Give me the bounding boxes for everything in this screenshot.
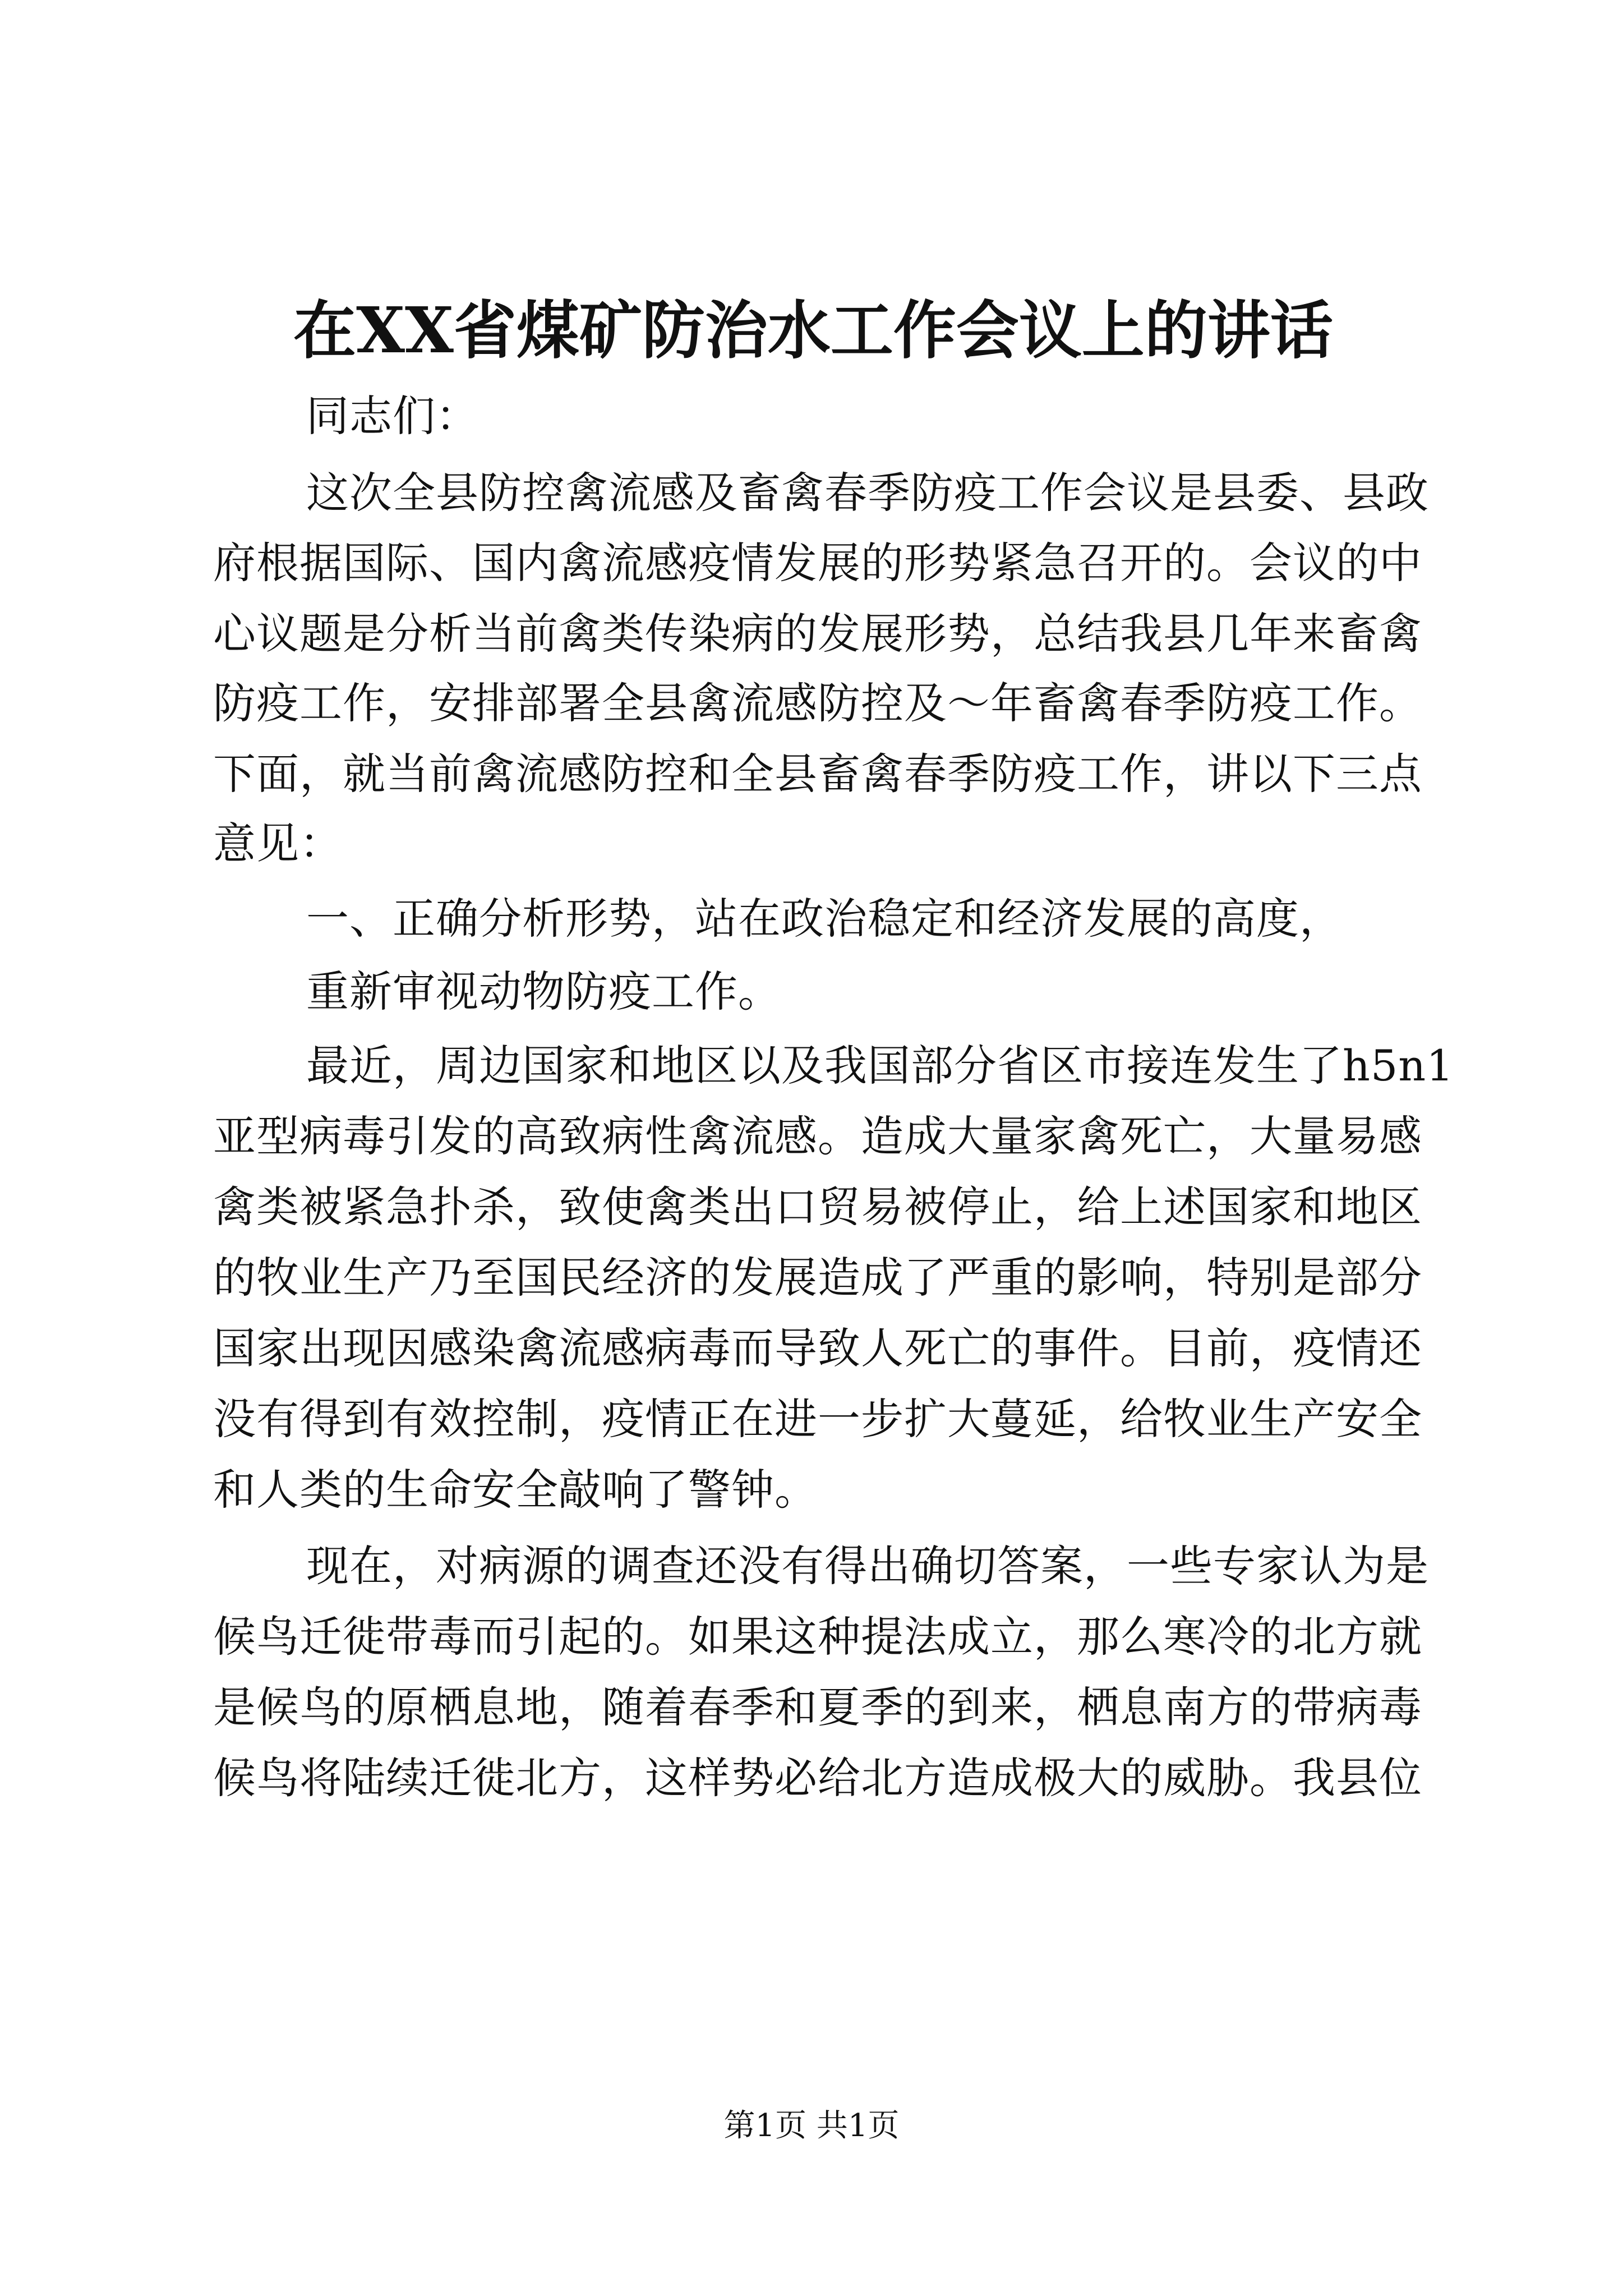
paragraph-2-line-4: 的牧业生产乃至国民经济的发展造成了严重的影响，特别是部分 [213, 1253, 1422, 1303]
paragraph-1-line-5: 下面，就当前禽流感防控和全县畜禽春季防疫工作，讲以下三点 [213, 749, 1422, 799]
document-title: 在XX省煤矿防治水工作会议上的讲话 [293, 294, 1333, 367]
paragraph-2-line-5: 国家出现因感染禽流感病毒而导致人死亡的事件。目前，疫情还 [213, 1323, 1422, 1373]
paragraph-1-line-2: 府根据国际、国内禽流感疫情发展的形势紧急召开的。会议的中 [213, 538, 1422, 588]
paragraph-1-line-6: 意见： [213, 818, 343, 868]
paragraph-2-line-1: 最近，周边国家和地区以及我国部分省区市接连发生了h5n1 [306, 1041, 1454, 1091]
paragraph-3-line-4: 候鸟将陆续迁徙北方，这样势必给北方造成极大的威胁。我县位 [213, 1753, 1422, 1803]
paragraph-1-line-4: 防疫工作，安排部署全县禽流感防控及～年畜禽春季防疫工作。 [213, 678, 1422, 728]
paragraph-2-line-3: 禽类被紧急扑杀，致使禽类出口贸易被停止，给上述国家和地区 [213, 1182, 1422, 1232]
paragraph-2-line-7: 和人类的生命安全敲响了警钟。 [213, 1465, 818, 1515]
section-heading-2: 重新审视动物防疫工作。 [306, 967, 781, 1016]
paragraph-1-line-3: 心议题是分析当前禽类传染病的发展形势，总结我县几年来畜禽 [213, 609, 1422, 659]
paragraph-2-line-6: 没有得到有效控制，疫情正在进一步扩大蔓延，给牧业生产安全 [213, 1394, 1422, 1444]
paragraph-3-line-3: 是候鸟的原栖息地，随着春季和夏季的到来，栖息南方的带病毒 [213, 1682, 1422, 1732]
page-footer: 第1页 共1页 [723, 2108, 900, 2144]
paragraph-3-line-2: 候鸟迁徙带毒而引起的。如果这种提法成立，那么寒冷的北方就 [213, 1612, 1422, 1662]
paragraph-1-line-1: 这次全县防控禽流感及畜禽春季防疫工作会议是县委、县政 [306, 468, 1429, 518]
salutation: 同志们： [306, 391, 479, 441]
paragraph-3-line-1: 现在，对病源的调查还没有得出确切答案，一些专家认为是 [306, 1541, 1429, 1591]
section-heading-1: 一、正确分析形势，站在政治稳定和经济发展的高度， [306, 894, 1343, 944]
paragraph-2-line-2: 亚型病毒引发的高致病性禽流感。造成大量家禽死亡，大量易感 [213, 1111, 1422, 1161]
